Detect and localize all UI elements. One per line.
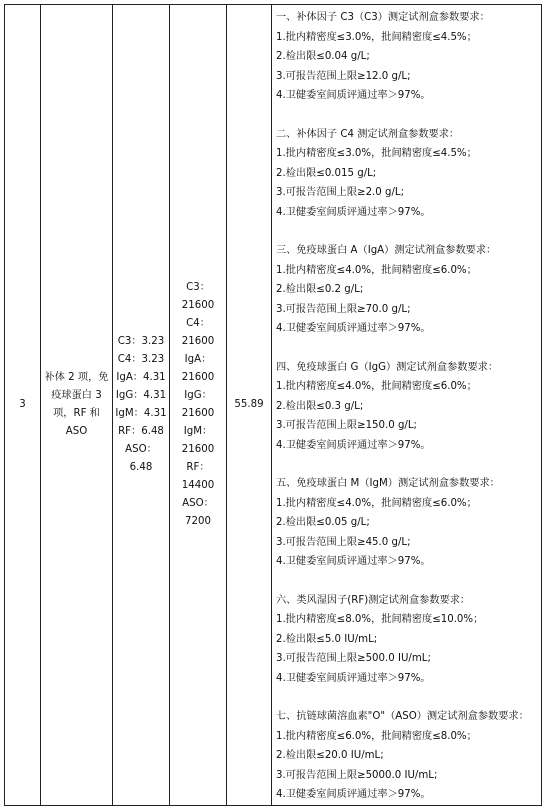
requirement-item: 2.检出限≤20.0 IU/mL; bbox=[276, 750, 384, 761]
unit-price-line: C4：3.23 bbox=[117, 353, 165, 365]
requirement-item: 4.卫健委室间质评通过率＞97%。 bbox=[276, 672, 431, 684]
requirement-item: 2.检出限≤5.0 IU/mL; bbox=[276, 633, 378, 645]
item-name-line: 项，RF 和 bbox=[53, 407, 100, 419]
requirement-section bbox=[276, 358, 537, 456]
quantity-line: 21600 bbox=[181, 407, 215, 419]
spec-table bbox=[4, 4, 542, 806]
unit-price-line: IgG：4.31 bbox=[115, 389, 167, 401]
requirement-section bbox=[276, 8, 537, 106]
requirement-section bbox=[276, 125, 537, 223]
requirement-item: 4.卫健委室间质评通过率＞97%。 bbox=[276, 323, 431, 334]
item-name-line: 疫球蛋白 3 bbox=[51, 389, 102, 401]
quantity-line: ASO： bbox=[182, 497, 214, 509]
requirement-item: 3.可报告范围上限≥2.0 g/L; bbox=[276, 187, 405, 198]
requirements-list bbox=[276, 8, 537, 805]
quantity-line: 21600 bbox=[181, 335, 215, 347]
quantity-line: 21600 bbox=[181, 299, 215, 311]
requirement-item: 1.批内精密度≤4.0%，批间精密度≤6.0%； bbox=[276, 264, 477, 276]
requirement-section bbox=[276, 591, 537, 689]
unit-price-line: IgM：4.31 bbox=[115, 407, 167, 419]
quantity-line: IgA： bbox=[184, 353, 212, 365]
requirement-item: 1.批内精密度≤3.0%，批间精密度≤4.5%； bbox=[276, 148, 477, 159]
unit-price bbox=[113, 5, 170, 806]
requirements-cell bbox=[272, 5, 542, 806]
section-title: 一、补体因子 C3（C3）测定试剂盒参数要求： bbox=[276, 12, 490, 23]
requirement-item: 3.可报告范围上限≥12.0 g/L; bbox=[276, 70, 411, 82]
requirement-item: 3.可报告范围上限≥5000.0 IU/mL; bbox=[276, 769, 438, 781]
requirement-item: 3.可报告范围上限≥500.0 IU/mL; bbox=[276, 653, 431, 664]
quantity-line: 14400 bbox=[181, 479, 215, 491]
requirement-item: 1.批内精密度≤8.0%，批间精密度≤10.0%； bbox=[276, 614, 484, 625]
quantity-line: 7200 bbox=[185, 515, 211, 527]
requirement-item: 3.可报告范围上限≥70.0 g/L; bbox=[276, 303, 411, 315]
requirement-item: 4.卫健委室间质评通过率＞97%。 bbox=[276, 789, 431, 800]
requirement-section bbox=[276, 241, 537, 339]
requirement-item: 4.卫健委室间质评通过率＞97%。 bbox=[276, 90, 431, 101]
requirement-item: 4.卫健委室间质评通过率＞97%。 bbox=[276, 556, 431, 567]
unit-price-line: C3：3.23 bbox=[117, 335, 165, 347]
requirement-item: 4.卫健委室间质评通过率＞97%。 bbox=[276, 206, 431, 218]
quantity-line: C4： bbox=[186, 317, 210, 329]
requirement-item: 2.检出限≤0.015 g/L; bbox=[276, 167, 377, 179]
section-title: 五、免疫球蛋白 M（IgM）测定试剂盒参数要求： bbox=[276, 478, 500, 489]
unit-price-line: RF：6.48 bbox=[118, 425, 164, 437]
requirement-item: 3.可报告范围上限≥45.0 g/L; bbox=[276, 536, 411, 548]
requirement-item: 2.检出限≤0.04 g/L; bbox=[276, 51, 370, 62]
requirement-item: 1.批内精密度≤3.0%，批间精密度≤4.5%； bbox=[276, 31, 477, 43]
quantity-lines bbox=[172, 279, 224, 531]
requirement-item: 1.批内精密度≤4.0%，批间精密度≤6.0%； bbox=[276, 381, 477, 392]
requirement-item: 1.批内精密度≤4.0%，批间精密度≤6.0%； bbox=[276, 497, 477, 509]
quantity-line: IgM： bbox=[183, 425, 213, 437]
quantity-line: RF： bbox=[186, 461, 210, 473]
requirement-item: 3.可报告范围上限≥150.0 g/L; bbox=[276, 420, 417, 431]
quantity-line: IgG： bbox=[184, 389, 212, 401]
item-name-line: 补体 2 项，免 bbox=[44, 371, 109, 383]
requirement-item: 4.卫健委室间质评通过率＞97%。 bbox=[276, 439, 431, 451]
quantity bbox=[170, 5, 227, 806]
section-title: 六、类风湿因子(RF)测定试剂盒参数要求： bbox=[276, 594, 471, 606]
requirement-item: 2.检出限≤0.05 g/L; bbox=[276, 517, 370, 528]
item-name-lines bbox=[43, 369, 110, 441]
requirement-item: 2.检出限≤0.3 g/L; bbox=[276, 400, 364, 412]
section-title: 三、免疫球蛋白 A（IgA）测定试剂盒参数要求： bbox=[276, 245, 497, 256]
item-name-line: ASO bbox=[65, 425, 88, 437]
table-row bbox=[5, 5, 542, 806]
unit-price-line: ASO： bbox=[125, 443, 157, 455]
total-amount: 55.89 bbox=[227, 5, 272, 806]
item-name bbox=[41, 5, 113, 806]
section-title: 二、补体因子 C4 测定试剂盒参数要求： bbox=[276, 128, 460, 140]
item-number: 3 bbox=[5, 5, 41, 806]
unit-price-line: IgA：4.31 bbox=[116, 371, 166, 383]
unit-price-line: 6.48 bbox=[129, 461, 153, 473]
requirement-section bbox=[276, 707, 537, 805]
quantity-line: 21600 bbox=[181, 371, 215, 383]
requirement-item: 1.批内精密度≤6.0%，批间精密度≤8.0%； bbox=[276, 730, 477, 742]
quantity-line: 21600 bbox=[181, 443, 215, 455]
section-title: 七、抗链球菌溶血素"O"（ASO）测定试剂盒参数要求： bbox=[276, 711, 529, 722]
requirement-section bbox=[276, 474, 537, 572]
requirement-item: 2.检出限≤0.2 g/L; bbox=[276, 284, 364, 295]
quantity-line: C3： bbox=[186, 281, 210, 293]
section-title: 四、免疫球蛋白 G（IgG）测定试剂盒参数要求： bbox=[276, 361, 499, 373]
unit-price-lines bbox=[115, 333, 167, 477]
